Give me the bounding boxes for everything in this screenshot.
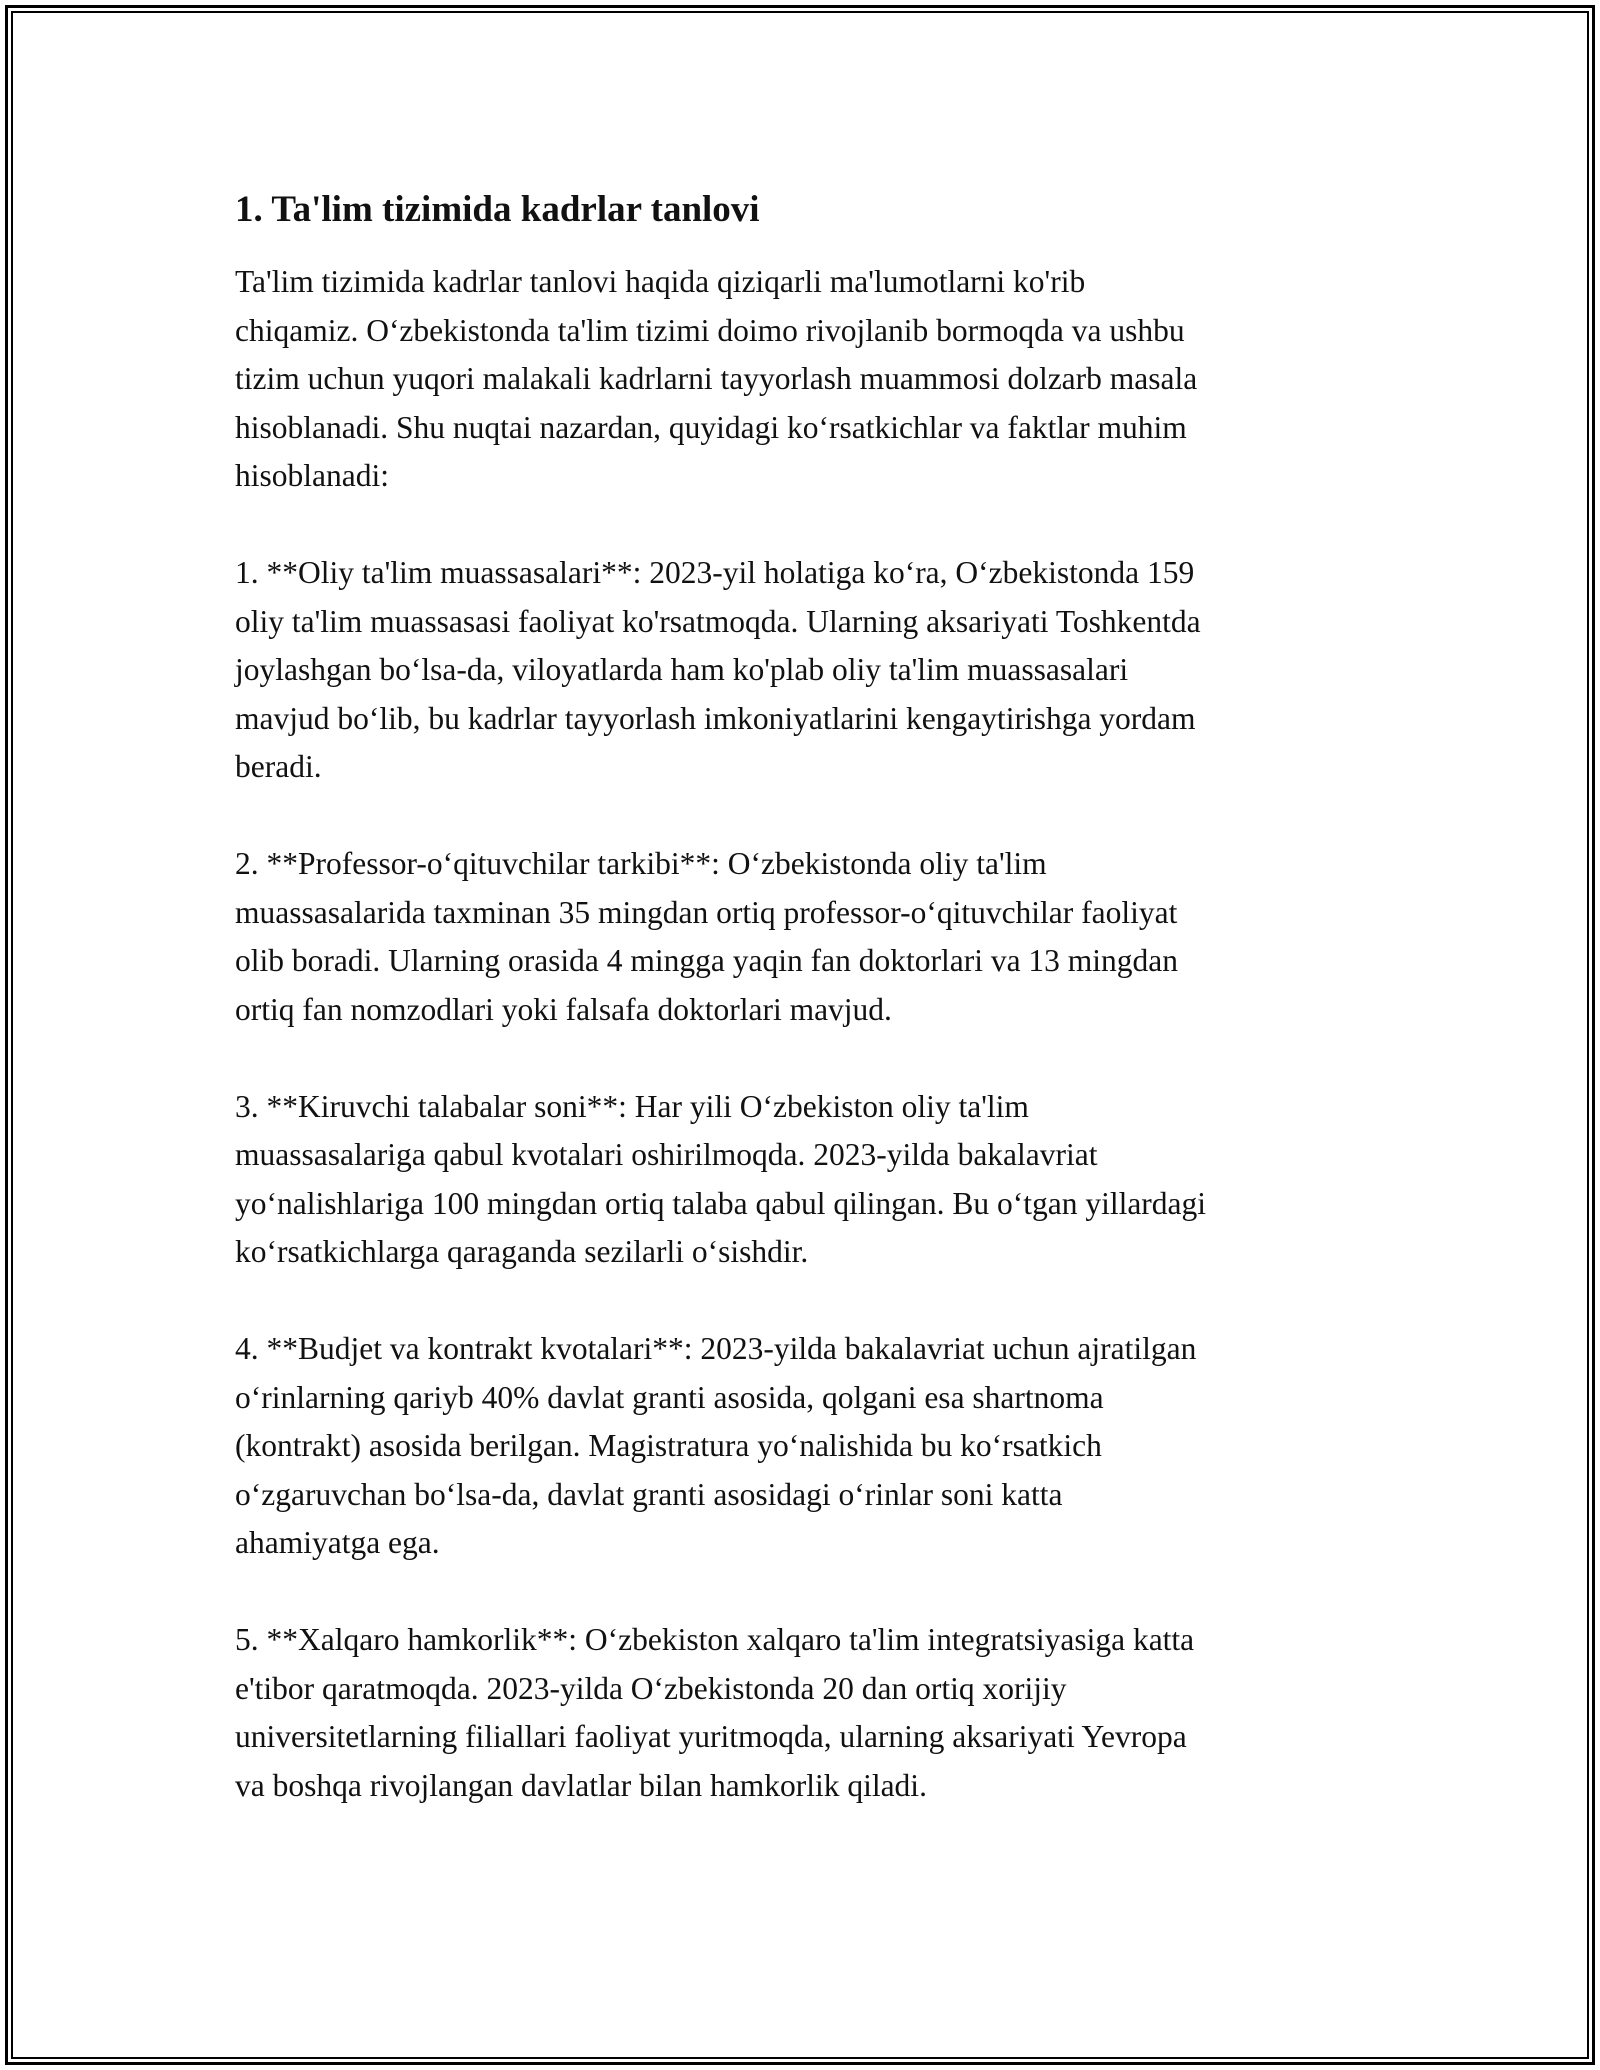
list-item-higher-education-institutions: 1. **Oliy ta'lim muassasalari**: 2023-yil holatiga ko‘ra, O‘zbekistonda 159 oliy ta'lim muassasasi faoliyat ko'rsatmoqda. Ularning aksariyati Toshkentda joylashgan bo‘lsa-da, viloyatlarda ham ko'plab oliy ta'lim muassasalari mavjud bo‘lib, bu kadrlar tayyorlash imkoniyatlarini kengaytirishga yordam beradi. <box>235 555 1201 784</box>
page-title: 1. Ta'lim tizimida kadrlar tanlovi <box>235 189 760 230</box>
list-item-incoming-students: 3. **Kiruvchi talabalar soni**: Har yili O‘zbekiston oliy ta'lim muassasalariga qabul kvotalari oshirilmoqda. 2023-yilda bakalavriat yo‘nalishlariga 100 mingdan ortiq talaba qabul qilingan. Bu o‘tgan yillardagi ko‘rsatkichlarga qaraganda sezilarli o‘sishdir. <box>235 1088 1207 1269</box>
list-item-budget-contract-quotas: 4. **Budjet va kontrakt kvotalari**: 2023-yilda bakalavriat uchun ajratilgan o‘rinlarning qariyb 40% davlat granti asosida, qolgani esa shartnoma (kontrakt) asosida berilgan. Magistratura yo‘nalishida bu ko‘rsatkich o‘zgaruvchan bo‘lsa-da, davlat granti asosidagi o‘rinlar soni katta ahamiyatga ega. <box>235 1331 1197 1560</box>
intro-paragraph: Ta'lim tizimida kadrlar tanlovi haqida qiziqarli ma'lumotlarni ko'rib chiqamiz. O‘zbekistonda ta'lim tizimi doimo rivojlanib bormoqda va ushbu tizim uchun yuqori malakali kadrlarni tayyorlash muammosi dolzarb masala hisoblanadi. Shu nuqtai nazardan, quyidagi ko‘rsatkichlar va faktlar muhim hisoblanadi: <box>235 264 1198 493</box>
list-item-teaching-staff: 2. **Professor-o‘qituvchilar tarkibi**: O‘zbekistonda oliy ta'lim muassasalarida taxminan 35 mingdan ortiq professor-o‘qituvchilar faoliyat olib boradi. Ularning orasida 4 mingga yaqin fan doktorlari va 13 mingdan ortiq fan nomzodlari yoki falsafa doktorlari mavjud. <box>235 846 1179 1027</box>
document-body <box>235 186 1375 1859</box>
list-item-international-cooperation: 5. **Xalqaro hamkorlik**: O‘zbekiston xalqaro ta'lim integratsiyasiga katta e'tibor qaratmoqda. 2023-yilda O‘zbekistonda 20 dan ortiq xorijiy universitetlarning filiallari faoliyat yuritmoqda, ularning aksariyati Yevropa va boshqa rivojlangan davlatlar bilan hamkorlik qiladi. <box>235 1622 1195 1803</box>
